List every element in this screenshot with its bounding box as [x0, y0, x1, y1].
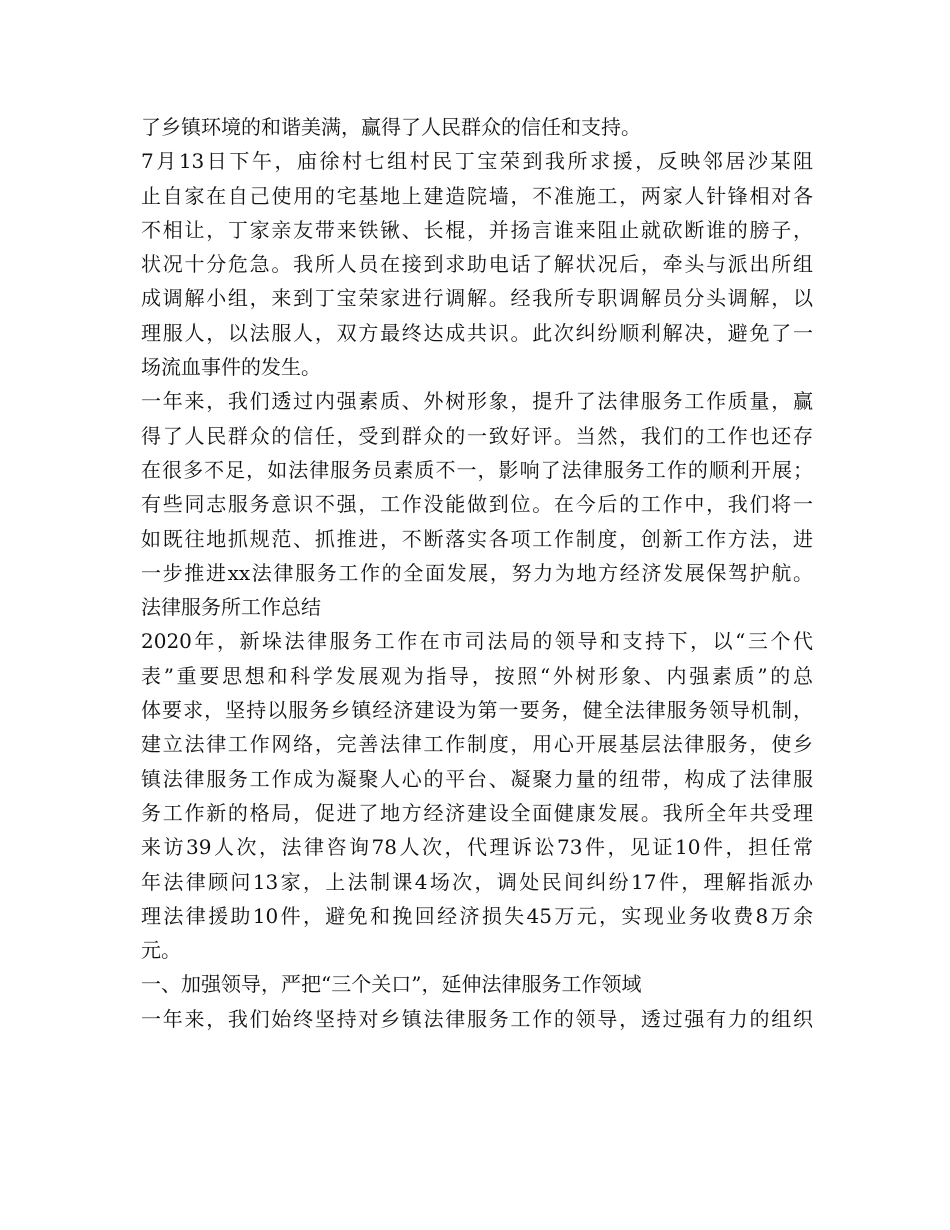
text-line: 一年来，我们透过内强素质、外树形象，提升了法律服务工作质量，赢 [141, 389, 813, 414]
section-heading: 一、加强领导，严把“三个关口”，延伸法律服务工作领域 [141, 972, 642, 997]
text-line: 状况十分危急。我所人员在接到求助电话了解状况后，牵头与派出所组 [141, 252, 813, 277]
text-line: 成调解小组，来到丁宝荣家进行调解。经我所专职调解员分头调解，以 [141, 286, 813, 311]
text-line: 理服人，以法服人，双方最终达成共识。此次纠纷顺利解决，避免了一 [141, 320, 813, 345]
text-line: 得了人民群众的信任，受到群众的一致好评。当然，我们的工作也还存 [141, 423, 813, 448]
text-line: 年法律顾问13家，上法制课4场次，调处民间纠纷17件，理解指派办 [141, 869, 813, 894]
document-body [141, 110, 813, 1036]
text-line: 务工作新的格局，促进了地方经济建设全面健康发展。我所全年共受理 [141, 800, 813, 825]
text-line: 有些同志服务意识不强，工作没能做到位。在今后的工作中，我们将一 [141, 492, 813, 517]
text-line: 2020年，新垛法律服务工作在市司法局的领导和支持下，以“三个代 [141, 629, 813, 654]
text-line: 体要求，坚持以服务乡镇经济建设为第一要务，健全法律服务领导机制， [141, 698, 813, 723]
text-line: 了乡镇环境的和谐美满，赢得了人民群众的信任和支持。 [141, 115, 641, 139]
text-line: 一年来，我们始终坚持对乡镇法律服务工作的领导，透过强有力的组织 [141, 1006, 813, 1031]
text-line: 来访39人次，法律咨询78人次，代理诉讼73件，见证10件，担任常 [141, 835, 813, 860]
text-line: 镇法律服务工作成为凝聚人心的平台、凝聚力量的纽带，构成了法律服 [141, 766, 813, 791]
text-line: 元。 [141, 938, 181, 963]
text-line: 表”重要思想和科学发展观为指导，按照“外树形象、内强素质”的总 [141, 663, 813, 688]
text-line: 不相让，丁家亲友带来铁锹、长棍，并扬言谁来阻止就砍断谁的膀子， [141, 217, 813, 242]
text-line: 一步推进xx法律服务工作的全面发展，努力为地方经济发展保驾护航。 [141, 560, 813, 585]
text-line: 7月13日下午，庙徐村七组村民丁宝荣到我所求援，反映邻居沙某阻 [141, 149, 813, 174]
text-line: 理法律援助10件，避免和挽回经济损失45万元，实现业务收费8万余 [141, 903, 813, 928]
text-line: 场流血事件的发生。 [141, 355, 321, 380]
section-heading: 法律服务所工作总结 [141, 595, 321, 620]
text-line: 止自家在自己使用的宅基地上建造院墙，不准施工，两家人针锋相对各 [141, 183, 813, 208]
text-line: 建立法律工作网络，完善法律工作制度，用心开展基层法律服务，使乡 [141, 732, 813, 757]
text-line: 如既往地抓规范、抓推进，不断落实各项工作制度，创新工作方法，进 [141, 526, 813, 551]
text-line: 在很多不足，如法律服务员素质不一，影响了法律服务工作的顺利开展； [141, 457, 813, 482]
